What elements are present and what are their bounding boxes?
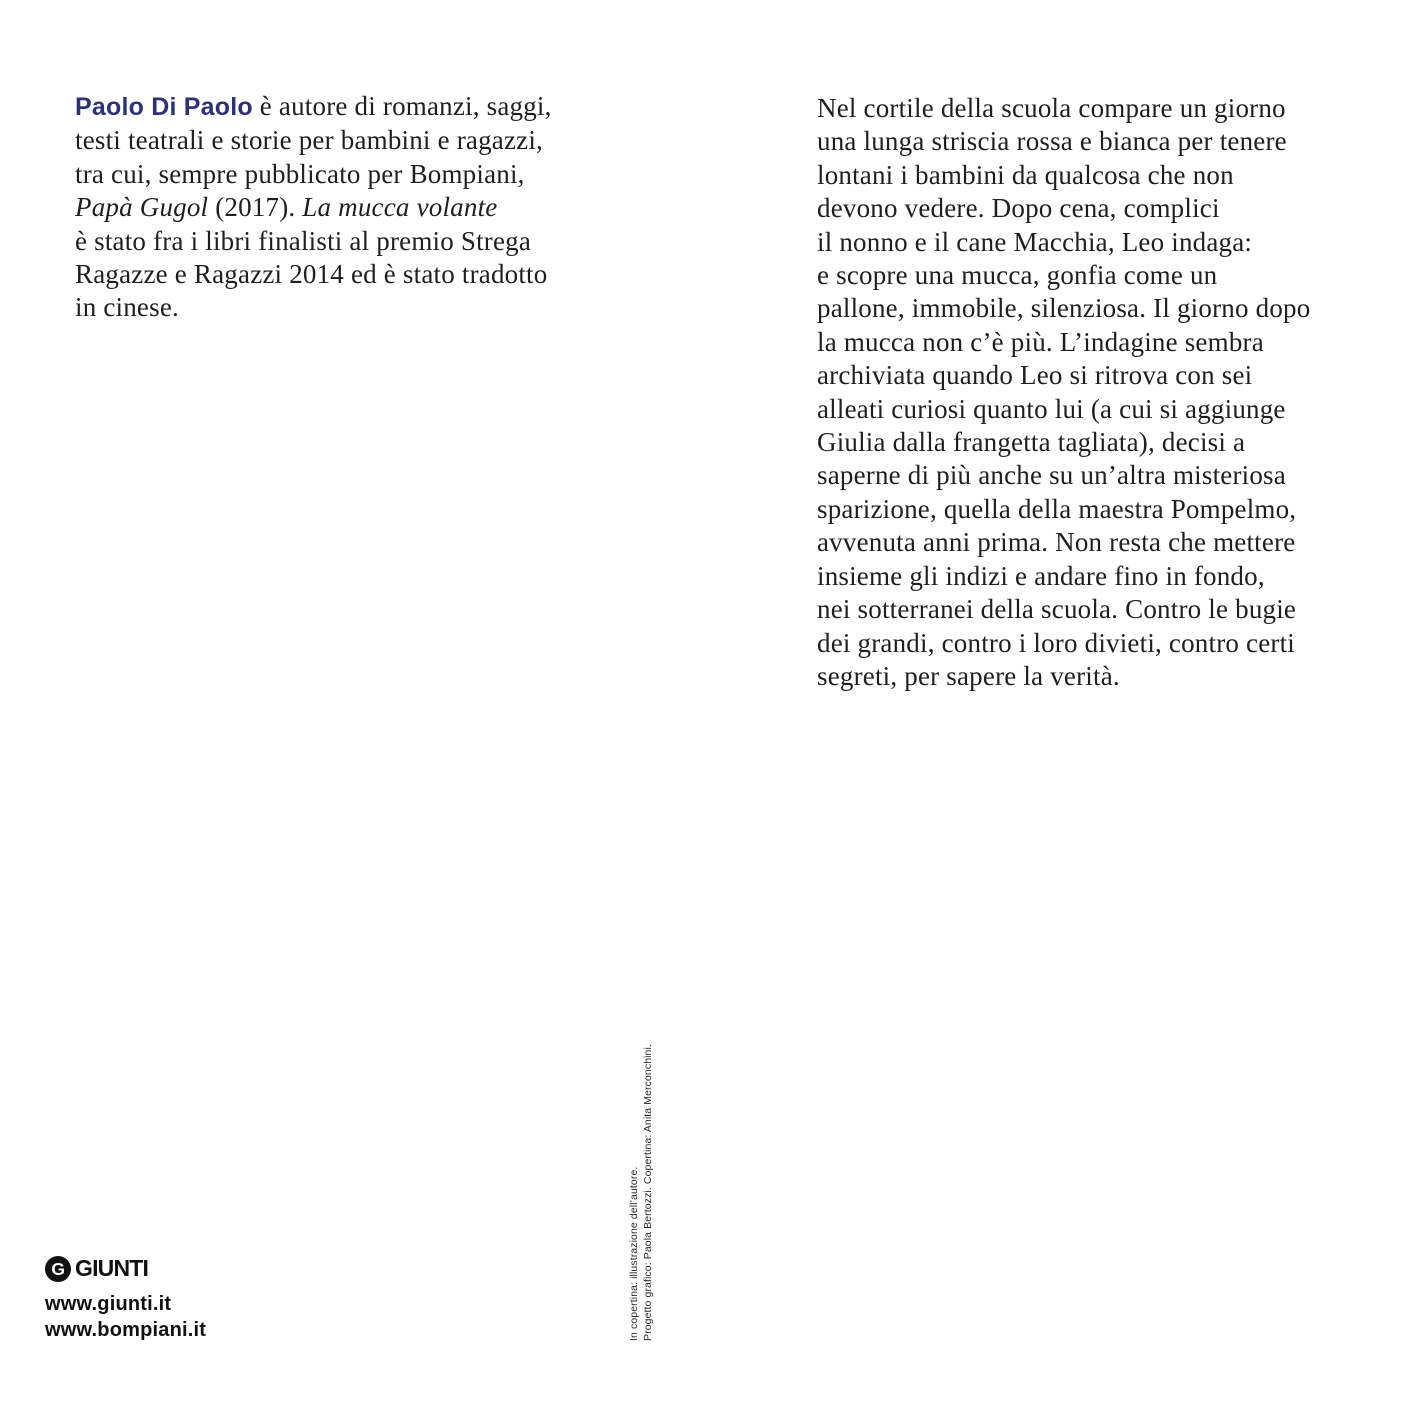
text-line: tra cui, sempre pubblicato per Bompiani,: [75, 158, 525, 189]
giunti-g-icon: [45, 1256, 71, 1282]
text-line: Giulia dalla frangetta tagliata), decisi a: [817, 427, 1246, 458]
text-line: il nonno e il cane Macchia, Leo indaga:: [817, 226, 1253, 257]
text-line: Ragazze e Ragazzi 2014 ed è stato tradotto: [75, 259, 548, 290]
text-line: lontani i bambini da qualcosa che non: [817, 159, 1234, 190]
text-line: in cinese.: [75, 292, 179, 323]
svg-text:G: G: [51, 1258, 66, 1279]
text-line: sparizione, quella della maestra Pompelmo,: [817, 493, 1297, 524]
author-bio-paragraph: [75, 90, 635, 325]
text-line: pallone, immobile, silenziosa. Il giorno dopo: [817, 293, 1311, 324]
text-line: avvenuta anni prima. Non resta che mettere: [817, 527, 1296, 558]
text-line: devono vedere. Dopo cena, complici: [817, 193, 1220, 224]
giunti-logo: [45, 1255, 206, 1282]
text-line: Nel cortile della scuola compare un giorno: [817, 93, 1286, 123]
text-line: nei sotterranei della scuola. Contro le bugie: [817, 594, 1297, 625]
text-line: Progetto grafico: Paola Bertozzi. Copertina: Anita Merconchini.: [642, 1044, 654, 1341]
publisher-urls: [45, 1291, 206, 1343]
text-line: testi teatrali e storie per bambini e ragazzi,: [75, 125, 543, 156]
publisher-block: [45, 1255, 206, 1343]
text-line: Papà Gugol (2017). La mucca volante: [75, 192, 498, 223]
synopsis-paragraph: [817, 92, 1377, 693]
bompiani-url: www.bompiani.it: [45, 1319, 207, 1341]
text-line: archiviata quando Leo si ritrova con sei: [817, 360, 1253, 391]
text-line: Paolo Di Paolo è autore di romanzi, saggi,: [75, 91, 552, 121]
text-line: dei grandi, contro i loro divieti, contro certi: [817, 627, 1296, 658]
text-line: una lunga striscia rossa e bianca per tenere: [817, 126, 1287, 157]
text-line: saperne di più anche su un’altra misteriosa: [817, 460, 1286, 491]
text-line: è stato fra i libri finalisti al premio Strega: [75, 225, 532, 256]
text-line: segreti, per sapere la verità.: [817, 660, 1120, 691]
text-line: e scopre una mucca, gonfia come un: [817, 260, 1218, 291]
text-line: la mucca non c’è più. L’indagine sembra: [817, 326, 1264, 357]
giunti-url: www.giunti.it: [45, 1293, 172, 1315]
text-line: alleati curiosi quanto lui (a cui si aggiunge: [817, 393, 1286, 424]
print-credits-vertical: [627, 1044, 655, 1341]
text-line: In copertina: illustrazione dell’autore.: [628, 1166, 640, 1341]
text-line: insieme gli indizi e andare fino in fondo,: [817, 560, 1265, 591]
publisher-name: GIUNTI: [75, 1255, 149, 1281]
